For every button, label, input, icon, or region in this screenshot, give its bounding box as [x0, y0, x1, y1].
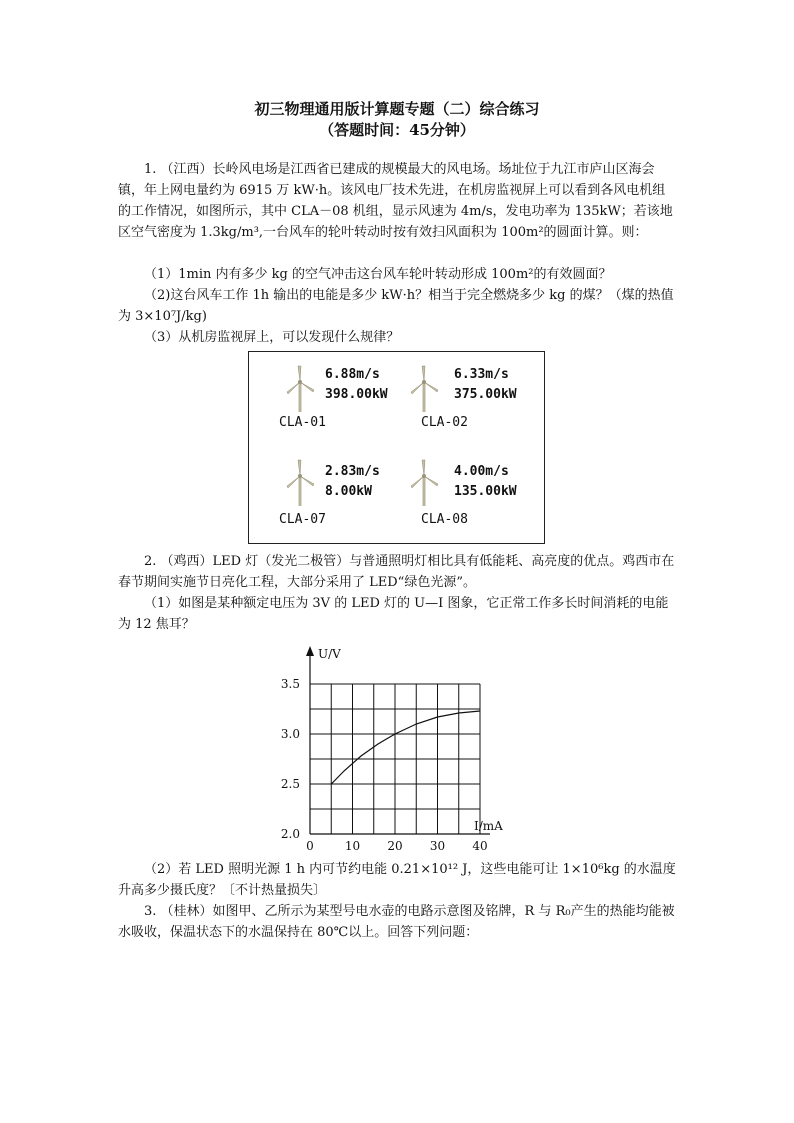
x-tick-label: 20 [387, 839, 403, 853]
unit-power: 398.00kW [325, 387, 388, 402]
unit-speed: 6.88m/s [325, 367, 380, 382]
y-axis-arrow [306, 646, 314, 656]
wind-turbine-icon [409, 458, 439, 508]
y-tick-label: 3.0 [280, 727, 300, 741]
q2-intro: 2. （鸡西）LED 灯（发光二极管）与普通照明灯相比具有低能耗、高亮度的优点。鸡西市在春节期间实施节日亮化工程，大部分采用了 LED“绿色光源”。 [118, 554, 675, 590]
unit-speed: 6.33m/s [454, 367, 509, 382]
y-tick-label: 2.0 [280, 827, 300, 841]
page-title: 初三物理通用版计算题专题（二）综合练习 [254, 100, 540, 118]
u-i-curve [331, 711, 480, 784]
unit-speed: 4.00m/s [454, 464, 509, 479]
q1-intro: 1. （江西）长岭风电场是江西省已建成的规模最大的风电场。场址位于九江市庐山区海会镇，年上网电量约为 6915 万 kW·h。该风电厂技术先进，在机房监视屏上可以看到各风电机组的工作情况，如图所示，其中 CLA－08 机组，显示风速为 4m/s，发电功率为 135kW；若该地区空气密度为 1.3kg/m³,一台风车的轮叶转动时按有效扫风面积为 100m²的圆面计算。则： [118, 162, 673, 240]
x-tick-label: 0 [306, 839, 314, 853]
y-tick-label: 3.5 [280, 677, 300, 691]
q1-sub2: （2)这台风车工作 1h 输出的电能是多少 kW·h？相当于完全燃烧多少 kg 的煤？（煤的热值为 3×10⁷J/kg) [118, 288, 674, 324]
unit-id: CLA-08 [421, 512, 468, 527]
page-subtitle: （答题时间：45分钟） [319, 121, 475, 139]
y-tick-label: 2.5 [280, 777, 300, 791]
unit-id: CLA-07 [279, 512, 326, 527]
unit-speed: 2.83m/s [325, 464, 380, 479]
unit-power: 135.00kW [454, 484, 517, 499]
unit-power: 8.00kW [325, 484, 372, 499]
x-axis-label: I/mA [474, 819, 503, 833]
q3-intro: 3. （桂林）如图甲、乙所示为某型号电水壶的电路示意图及铭牌，R 与 R₀产生的热能均能被水吸收，保温状态下的水温保持在 80℃以上。回答下列问题： [118, 904, 675, 940]
q1-sub1: （1）1min 内有多少 kg 的空气冲击这台风车轮叶转动形成 100m²的有效圆面？ [144, 267, 612, 282]
q2-sub1: （1）如图是某种额定电压为 3V 的 LED 灯的 U—I 图象，它正常工作多长时间消耗的电能为 12 焦耳？ [118, 596, 669, 632]
unit-id: CLA-01 [279, 415, 326, 430]
u-i-chart [270, 638, 530, 858]
unit-power: 375.00kW [454, 387, 517, 402]
wind-turbine-icon [409, 364, 439, 414]
unit-id: CLA-02 [421, 415, 468, 430]
x-tick-label: 10 [344, 839, 361, 853]
x-tick-label: 30 [429, 839, 446, 853]
wind-turbine-icon [285, 364, 315, 414]
wind-turbine-icon [285, 458, 315, 508]
wind-farm-monitor [248, 351, 545, 544]
q2-sub2: （2）若 LED 照明光源 1 h 内可节约电能 0.21×10¹² J，这些电能可让 1×10⁶kg 的水温度升高多少摄氏度？〔不计热量损失〕 [118, 862, 676, 898]
q1-sub3: （3）从机房监视屏上，可以发现什么规律？ [144, 330, 400, 345]
x-tick-label: 40 [472, 839, 488, 853]
y-axis-label: U/V [318, 647, 341, 661]
